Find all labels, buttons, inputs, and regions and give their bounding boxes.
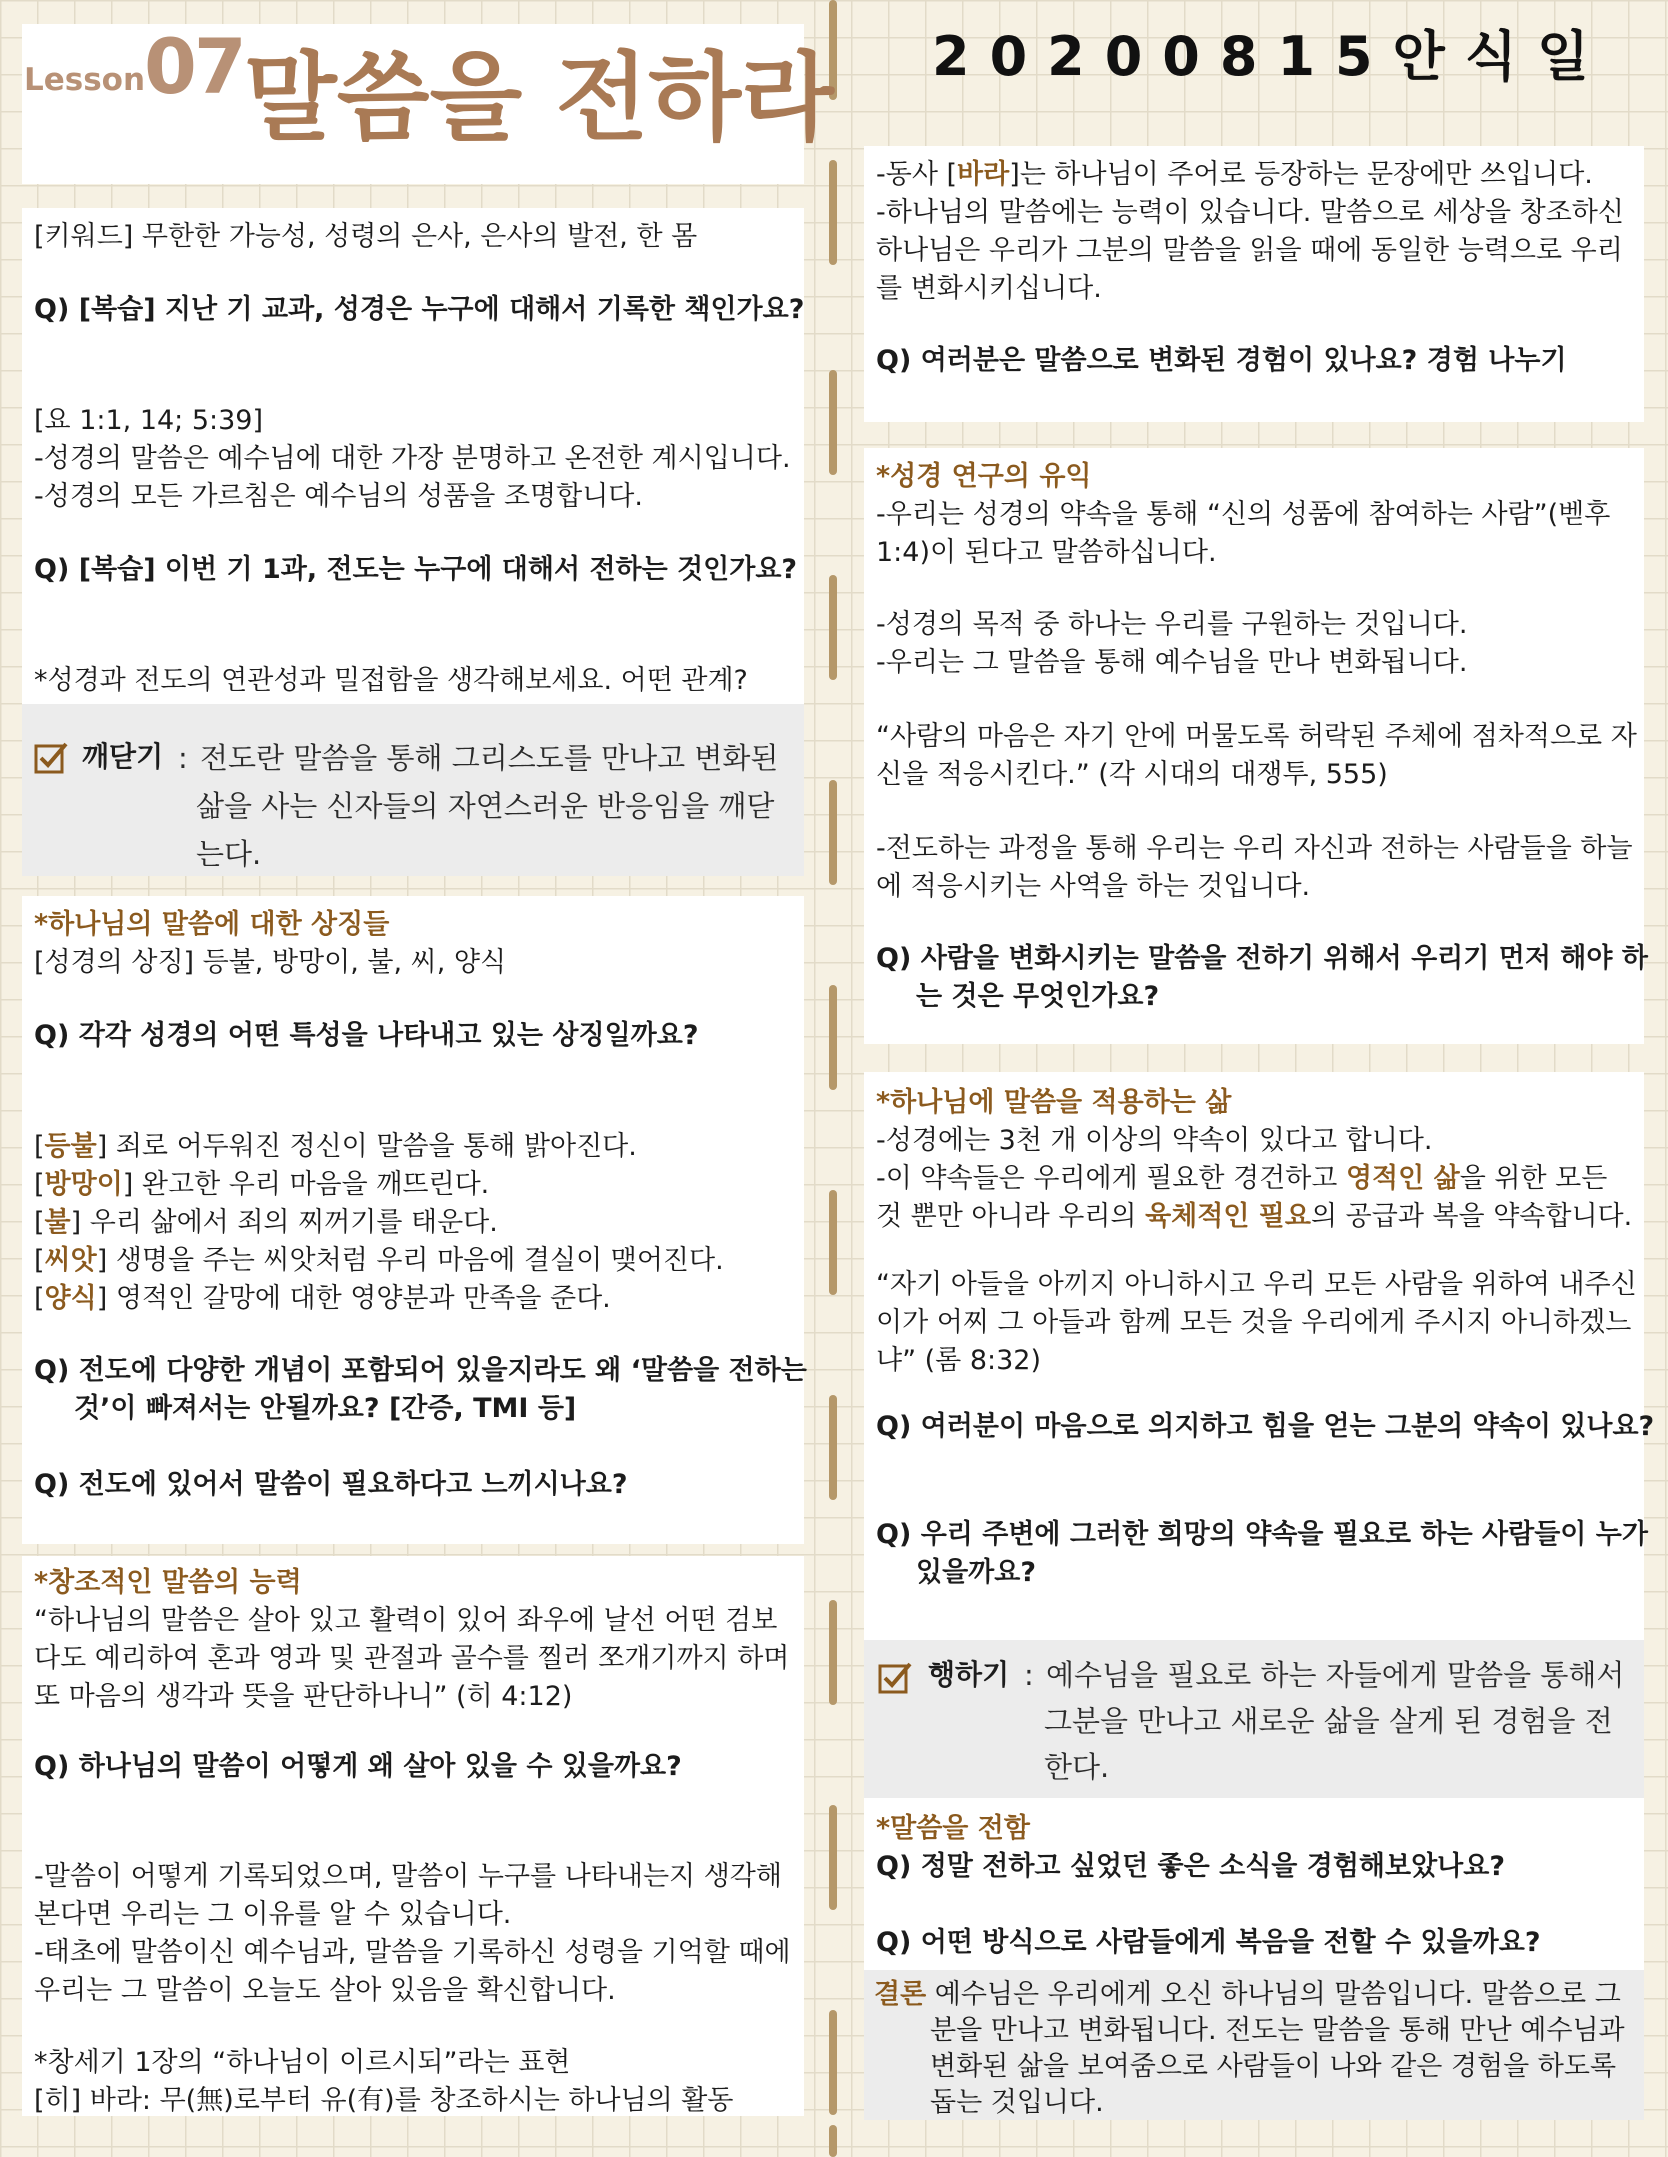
question-word: 것’이 빠져서는 안될까요? [간증, TMI 등]: [74, 1393, 577, 1424]
question-good-news: Q) 정말 전하고 싶었던 좋은 소식을 경험해보았나요?: [876, 1851, 1505, 1882]
quote-line: 신을 적응시킨다.” (각 시대의 대쟁투, 555): [876, 759, 1388, 790]
conclusion-line: 돕는 것입니다.: [930, 2087, 1104, 2118]
text-line: [876, 1160, 1607, 1198]
bara-term: 바라: [957, 159, 1010, 190]
note-line: [히] 바라: 무(無)로부터 유(有)를 창조하시는 하나님의 활동: [34, 2085, 734, 2116]
text-line: -태초에 말씀이신 예수님과, 말씀을 기록하신 성령을 기억할 때에: [34, 1937, 791, 1968]
symbol-desc: 생명을 주는 씨앗처럼 우리 마음에 결실이 맺어진다.: [107, 1245, 724, 1276]
divider-bar: [829, 1190, 837, 1295]
conclusion-label: 결론: [874, 1979, 927, 2010]
text-line: -성경에는 3천 개 이상의 약속이 있다고 합니다.: [876, 1125, 1433, 1156]
symbol-term: 양식: [44, 1283, 97, 1314]
realize-label: 깨닫기: [82, 740, 164, 773]
symbol-item: [씨앗] 생명을 주는 씨앗처럼 우리 마음에 결실이 맺어진다.: [34, 1245, 724, 1276]
symbol-term: 씨앗: [44, 1245, 97, 1276]
symbol-term: 등불: [44, 1131, 97, 1162]
question-symbols: Q) 각각 성경의 어떤 특성을 나타내고 있는 상징일까요?: [34, 1020, 699, 1051]
quote-line: 또 마음의 생각과 뜻을 판단하나니” (히 4:12): [34, 1681, 573, 1712]
realize-text: 삶을 사는 신자들의 자연스러운 반응임을 깨닫: [196, 789, 775, 823]
question-first: Q) 사람을 변화시키는 말씀을 전하기 위해서 우리기 먼저 해야 하: [876, 943, 1648, 974]
text-line: 1:4)이 된다고 말씀하십니다.: [876, 537, 1217, 568]
text-line: -성경의 모든 가르침은 예수님의 성품을 조명합니다.: [34, 481, 643, 512]
text-fragment: ]는 하나님이 주어로 등장하는 문장에만 쓰입니다.: [1009, 159, 1593, 190]
text-fragment: 의 공급과 복을 약속합니다.: [1310, 1201, 1633, 1232]
question-hope: Q) 우리 주변에 그러한 희망의 약속을 필요로 하는 사람들이 누가: [876, 1519, 1648, 1550]
divider-bar: [829, 370, 837, 475]
note-line: *성경과 전도의 연관성과 밀접함을 생각해보세요. 어떤 관계?: [34, 665, 748, 696]
text-line: -우리는 그 말씀을 통해 예수님을 만나 변화됩니다.: [876, 647, 1468, 678]
question-living: Q) 하나님의 말씀이 어떻게 왜 살아 있을 수 있을까요?: [34, 1751, 682, 1782]
quote-line: 냐” (롬 8:32): [876, 1345, 1042, 1376]
text-line: 에 적응시키는 사역을 하는 것입니다.: [876, 871, 1311, 902]
quote-line: 다도 예리하여 혼과 영과 및 관절과 골수를 찔러 쪼개기까지 하며: [34, 1643, 790, 1674]
highlight-term: 육체적인 필요: [1145, 1201, 1311, 1232]
symbol-item: [방망이] 완고한 우리 마음을 깨뜨린다.: [34, 1169, 490, 1200]
divider-bar: [829, 575, 837, 680]
question-promise: Q) 여러분이 마음으로 의지하고 힘을 얻는 그분의 약속이 있나요?: [876, 1411, 1655, 1442]
question-experience: Q) 여러분은 말씀으로 변화된 경험이 있나요? 경험 나누기: [876, 345, 1567, 376]
note-line: *창세기 1장의 “하나님이 이르시되”라는 표현: [34, 2047, 571, 2078]
lesson-number: 07: [144, 22, 244, 111]
text-line: -성경의 말씀은 예수님에 대한 가장 분명하고 온전한 계시입니다.: [34, 443, 791, 474]
text-line: 우리는 그 말씀이 오늘도 살아 있음을 확신합니다.: [34, 1975, 616, 2006]
section-heading: *하나님에 말씀을 적용하는 삶: [876, 1087, 1232, 1118]
text-fragment: -동사 [: [876, 159, 958, 190]
divider-bar: [829, 160, 837, 265]
date-header: 20200815안식일: [932, 25, 1610, 88]
quote-line: “자기 아들을 아끼지 아니하시고 우리 모든 사람을 위하여 내주신: [876, 1269, 1637, 1300]
question-review-1: Q) [복습] 지난 기 교과, 성경은 누구에 대해서 기록한 책인가요?: [34, 294, 805, 325]
section-heading: *성경 연구의 유익: [876, 461, 1092, 492]
section-heading: *하나님의 말씀에 대한 상징들: [34, 909, 390, 940]
text-line: 본다면 우리는 그 이유를 알 수 있습니다.: [34, 1899, 512, 1930]
text-line: 를 변화시키십니다.: [876, 273, 1102, 304]
conclusion-line: [874, 1976, 1621, 2014]
symbol-desc: 영적인 갈망에 대한 영양분과 만족을 준다.: [107, 1283, 611, 1314]
question-method: Q) 어떤 방식으로 사람들에게 복음을 전할 수 있을까요?: [876, 1927, 1541, 1958]
do-label: 행하기: [928, 1658, 1010, 1691]
conclusion-line: 변화된 삶을 보여줌으로 사람들이 나와 같은 경험을 하도록: [930, 2051, 1617, 2082]
question-review-2: Q) [복습] 이번 기 1과, 전도는 누구에 대해서 전하는 것인가요?: [34, 554, 798, 585]
quote-line: “하나님의 말씀은 살아 있고 활력이 있어 좌우에 날선 어떤 검보: [34, 1605, 778, 1636]
text-line: -하나님의 말씀에는 능력이 있습니다. 말씀으로 세상을 창조하신: [876, 197, 1624, 228]
page-title: 말씀을 전하라: [244, 42, 834, 154]
text-line: -성경의 목적 중 하나는 우리를 구원하는 것입니다.: [876, 609, 1468, 640]
question-word: Q) 전도에 다양한 개념이 포함되어 있을지라도 왜 ‘말씀을 전하는: [34, 1355, 807, 1386]
scripture-ref: [요 1:1, 14; 5:39]: [34, 405, 264, 436]
realize-text: 는다.: [196, 837, 262, 871]
text-fragment: 것 뿐만 아니라 우리의: [876, 1201, 1146, 1232]
symbol-item: [등불] 죄로 어두워진 정신이 말씀을 통해 밝아진다.: [34, 1131, 637, 1162]
divider-bar: [829, 1600, 837, 1705]
symbols-list: [성경의 상징] 등불, 방망이, 불, 씨, 양식: [34, 947, 507, 978]
checkbox-icon: [878, 1660, 912, 1694]
divider-bar: [829, 2125, 837, 2157]
do-text: 한다.: [1044, 1750, 1110, 1784]
checkbox-icon: [34, 740, 68, 774]
question-hope: 있을까요?: [916, 1557, 1036, 1588]
text-line: [876, 1198, 1632, 1236]
symbol-item: [불] 우리 삶에서 죄의 찌꺼기를 태운다.: [34, 1207, 498, 1238]
text-line: -말씀이 어떻게 기록되었으며, 말씀이 누구를 나타내는지 생각해: [34, 1861, 782, 1892]
divider-bar: [829, 1805, 837, 1910]
text-fragment: -이 약속들은 우리에게 필요한 경건하고: [876, 1163, 1346, 1194]
text-line: [876, 156, 1593, 194]
symbol-desc: 완고한 우리 마음을 깨뜨린다.: [133, 1169, 490, 1200]
text-line: -전도하는 과정을 통해 우리는 우리 자신과 전하는 사람들을 하늘: [876, 833, 1633, 864]
divider-bar: [829, 2010, 837, 2115]
section-heading: *창조적인 말씀의 능력: [34, 1567, 302, 1598]
do-text: 예수님을 필요로 하는 자들에게 말씀을 통해서: [1046, 1658, 1625, 1692]
quote-line: 이가 어찌 그 아들과 함께 모든 것을 우리에게 주시지 아니하겠느: [876, 1307, 1632, 1338]
symbol-term: 방망이: [44, 1169, 123, 1200]
realize-colon: :: [178, 741, 188, 775]
text-line: 하나님은 우리가 그분의 말씀을 읽을 때에 동일한 능력으로 우리: [876, 235, 1623, 266]
divider-bar: [829, 985, 837, 1090]
keyword-line: [키워드] 무한한 가능성, 성령의 은사, 은사의 발전, 한 몸: [34, 221, 698, 252]
divider-bar: [829, 780, 837, 885]
section-heading: *말씀을 전함: [876, 1813, 1030, 1844]
do-colon: :: [1024, 1658, 1034, 1692]
question-need: Q) 전도에 있어서 말씀이 필요하다고 느끼시나요?: [34, 1469, 628, 1500]
do-text: 그분을 만나고 새로운 삶을 살게 된 경험을 전: [1044, 1704, 1613, 1738]
lesson-label: Lesson: [24, 62, 146, 98]
symbol-term: 불: [44, 1207, 71, 1238]
conclusion-text: 예수님은 우리에게 오신 하나님의 말씀입니다. 말씀으로 그: [926, 1979, 1621, 2010]
text-fragment: 을 위한 모든: [1459, 1163, 1608, 1194]
symbol-item: [양식] 영적인 갈망에 대한 영양분과 만족을 준다.: [34, 1283, 611, 1314]
conclusion-line: 분을 만나고 변화됩니다. 전도는 말씀을 통해 만난 예수님과: [930, 2015, 1625, 2046]
text-line: -우리는 성경의 약속을 통해 “신의 성품에 참여하는 사람”(벧후: [876, 499, 1611, 530]
symbol-desc: 우리 삶에서 죄의 찌꺼기를 태운다.: [81, 1207, 498, 1238]
question-first: 는 것은 무엇인가요?: [916, 981, 1160, 1012]
highlight-term: 영적인 삶: [1345, 1163, 1460, 1194]
realize-text: 전도란 말씀을 통해 그리스도를 만나고 변화된: [200, 741, 779, 775]
symbol-desc: 죄로 어두워진 정신이 말씀을 통해 밝아진다.: [107, 1131, 637, 1162]
quote-line: “사람의 마음은 자기 안에 머물도록 허락된 주체에 점차적으로 자: [876, 721, 1637, 752]
divider-bar: [829, 1395, 837, 1500]
